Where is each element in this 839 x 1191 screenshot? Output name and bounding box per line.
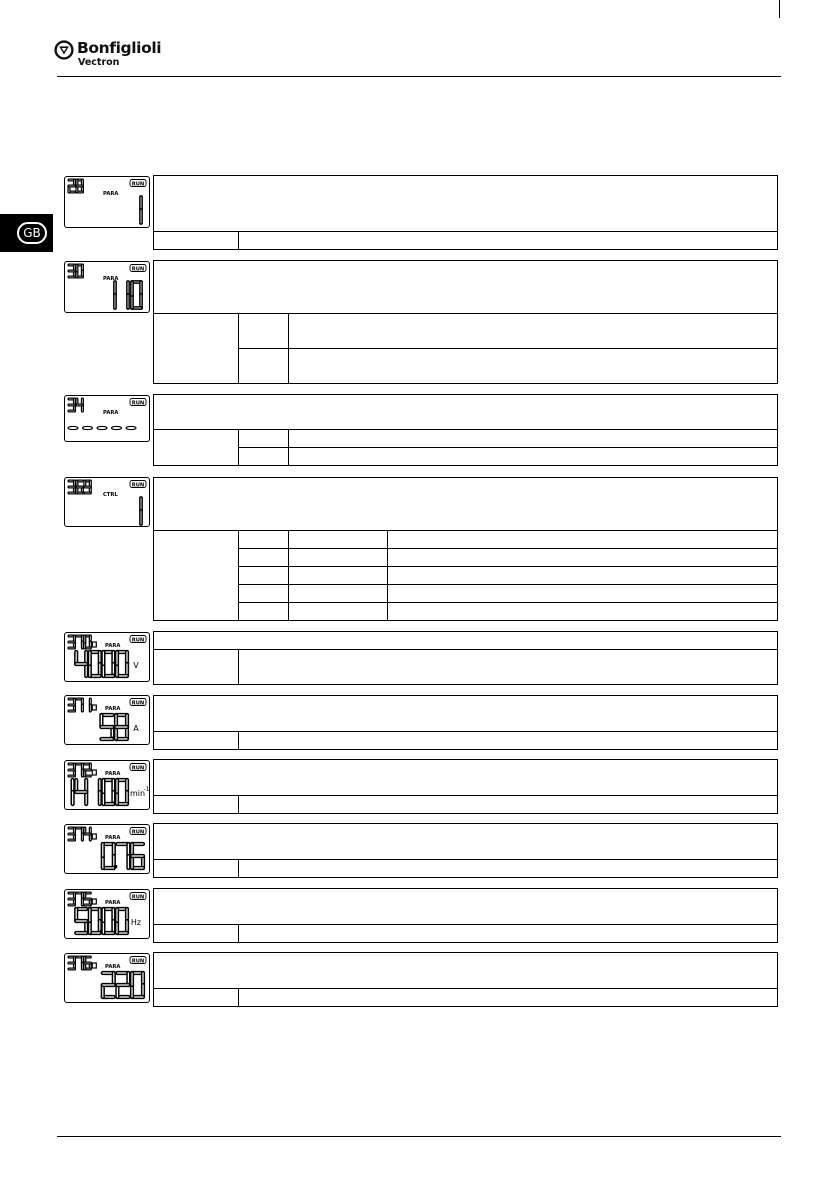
parameter-table: [153, 695, 778, 750]
table-cell: [289, 585, 388, 603]
svg-text:min: min: [130, 789, 146, 798]
status-indicator: [92, 963, 96, 968]
table-cell: [154, 632, 778, 650]
status-indicator: [92, 899, 96, 904]
table-cell: [289, 531, 388, 549]
table-cell: [154, 478, 778, 531]
table-cell: [154, 889, 778, 925]
unit-label: [133, 661, 139, 670]
table-cell: [154, 430, 239, 466]
run-indicator: [130, 764, 146, 772]
display-mode: PARA: [103, 276, 119, 282]
svg-text:RUN: RUN: [131, 894, 145, 901]
parameter-table: [153, 888, 778, 943]
parameter-value: [68, 426, 136, 429]
run-indicator: [130, 636, 146, 644]
display-mode: PARA: [105, 835, 121, 841]
parameter-value: [101, 715, 127, 739]
crop-mark: [779, 0, 780, 18]
parameter-table: [153, 175, 778, 250]
run-indicator: [130, 481, 146, 489]
lcd-display-svg: [65, 478, 149, 526]
parameter-value: [103, 973, 143, 997]
table-cell: [154, 314, 239, 384]
footer-rule: [57, 1136, 781, 1137]
table-cell: [239, 349, 289, 384]
parameter-number: [69, 636, 90, 648]
parameter-table: [153, 260, 778, 384]
table-cell: [239, 314, 289, 349]
table-cell: [289, 349, 778, 384]
parameter-table: [153, 631, 778, 685]
language-tab: [0, 214, 53, 252]
table-cell: [154, 650, 239, 685]
lcd-display-svg: [65, 177, 149, 227]
table-cell: [154, 860, 239, 878]
parameter-table: [153, 952, 778, 1007]
parameter-display: [64, 395, 150, 442]
display-mode: CTRL: [103, 492, 118, 498]
table-cell: [239, 430, 289, 448]
table-cell: [388, 585, 778, 603]
table-cell: [154, 531, 239, 621]
parameter-display: [64, 176, 150, 228]
unit-label: [131, 918, 141, 927]
svg-text:RUN: RUN: [131, 700, 145, 707]
table-cell: [289, 549, 388, 567]
table-cell: [154, 696, 778, 732]
parameter-display: [64, 261, 150, 313]
status-indicator: [92, 642, 96, 647]
display-mode: PARA: [103, 410, 119, 416]
table-cell: [239, 925, 778, 943]
parameter-value: [103, 844, 143, 868]
run-indicator: [130, 699, 146, 707]
parameter-display: [64, 632, 150, 682]
table-cell: [388, 549, 778, 567]
run-indicator: [130, 180, 146, 188]
table-cell: [239, 650, 778, 685]
table-cell: [289, 314, 778, 349]
parameter-table: [153, 759, 778, 814]
lcd-display-svg: [65, 890, 149, 938]
display-mode: PARA: [105, 706, 121, 712]
table-cell: [239, 860, 778, 878]
svg-text:RUN: RUN: [131, 400, 145, 407]
svg-text:V: V: [133, 661, 139, 670]
svg-text:RUN: RUN: [131, 266, 145, 273]
parameter-number: [69, 265, 82, 277]
parameter-value: [73, 780, 127, 804]
svg-text:RUN: RUN: [131, 482, 145, 489]
language-label: GB: [17, 222, 47, 244]
table-cell: [239, 732, 778, 750]
brand-logo: [54, 39, 194, 75]
unit-label: [133, 724, 139, 733]
run-indicator: [130, 893, 146, 901]
parameter-value: [76, 909, 127, 933]
parameter-display: [64, 824, 150, 874]
svg-text:RUN: RUN: [131, 958, 145, 965]
table-cell: [239, 603, 289, 621]
lcd-display-svg: [65, 262, 149, 312]
svg-text:A: A: [133, 724, 139, 733]
parameter-value: [115, 282, 141, 308]
table-cell: [239, 989, 778, 1007]
display-mode: PARA: [105, 964, 121, 970]
parameter-display: [64, 889, 150, 939]
parameter-display: [64, 953, 150, 1003]
parameter-number: [69, 957, 90, 969]
table-cell: [289, 430, 778, 448]
table-cell: [239, 549, 289, 567]
svg-text:RUN: RUN: [131, 637, 145, 644]
table-cell: [239, 585, 289, 603]
table-cell: [239, 796, 778, 814]
display-mode: PARA: [103, 191, 119, 197]
parameter-display: [64, 477, 150, 527]
lcd-display-svg: [65, 825, 149, 873]
brand-subtitle: Vectron: [78, 57, 120, 68]
table-cell: [289, 567, 388, 585]
table-cell: [239, 448, 289, 466]
table-cell: [239, 232, 778, 250]
table-cell: [154, 953, 778, 989]
lcd-display-svg: [65, 696, 149, 744]
run-indicator: [130, 828, 146, 836]
svg-text:RUN: RUN: [131, 181, 145, 188]
run-indicator: [130, 399, 146, 407]
display-mode: PARA: [105, 900, 121, 906]
table-cell: [388, 603, 778, 621]
lcd-display-svg: [65, 954, 149, 1002]
table-cell: [239, 567, 289, 585]
table-cell: [154, 176, 778, 232]
display-mode: PARA: [105, 771, 121, 777]
bonfiglioli-logo-icon: [54, 40, 74, 60]
parameter-number: [69, 699, 90, 711]
run-indicator: [130, 957, 146, 965]
status-indicator: [92, 834, 96, 839]
svg-text:RUN: RUN: [131, 829, 145, 836]
table-cell: [289, 603, 388, 621]
table-cell: [154, 925, 239, 943]
svg-text:Hz: Hz: [130, 918, 142, 927]
table-cell: [388, 567, 778, 585]
parameter-table: [153, 477, 778, 621]
table-cell: [154, 824, 778, 860]
svg-text:RUN: RUN: [131, 765, 145, 772]
lcd-display-svg: [65, 633, 149, 681]
header-rule: [57, 76, 781, 77]
lcd-display-svg: [65, 396, 149, 441]
parameter-number: [69, 481, 90, 493]
lcd-display-svg: [65, 761, 149, 809]
table-cell: [154, 989, 239, 1007]
parameter-table: [153, 823, 778, 878]
table-cell: [154, 395, 778, 430]
parameter-number: [69, 764, 90, 776]
parameter-display: [64, 695, 150, 745]
table-cell: [154, 760, 778, 796]
parameter-number: [69, 828, 90, 840]
brand-name: Bonfiglioli: [77, 39, 162, 57]
table-cell: [239, 531, 289, 549]
table-cell: [154, 232, 239, 250]
table-cell: [388, 531, 778, 549]
table-cell: [154, 796, 239, 814]
table-cell: [154, 732, 239, 750]
run-indicator: [130, 265, 146, 273]
parameter-display: [64, 760, 150, 810]
svg-text:-1: -1: [143, 786, 149, 793]
table-cell: [154, 261, 778, 314]
parameter-number: [69, 893, 90, 905]
status-indicator: [92, 770, 96, 775]
parameter-number: [69, 399, 82, 411]
parameter-table: [153, 394, 778, 466]
parameter-number: [69, 180, 82, 192]
status-indicator: [92, 705, 96, 710]
parameter-value: [76, 652, 127, 676]
unit-label: [130, 786, 149, 798]
table-cell: [289, 448, 778, 466]
display-mode: PARA: [105, 643, 121, 649]
